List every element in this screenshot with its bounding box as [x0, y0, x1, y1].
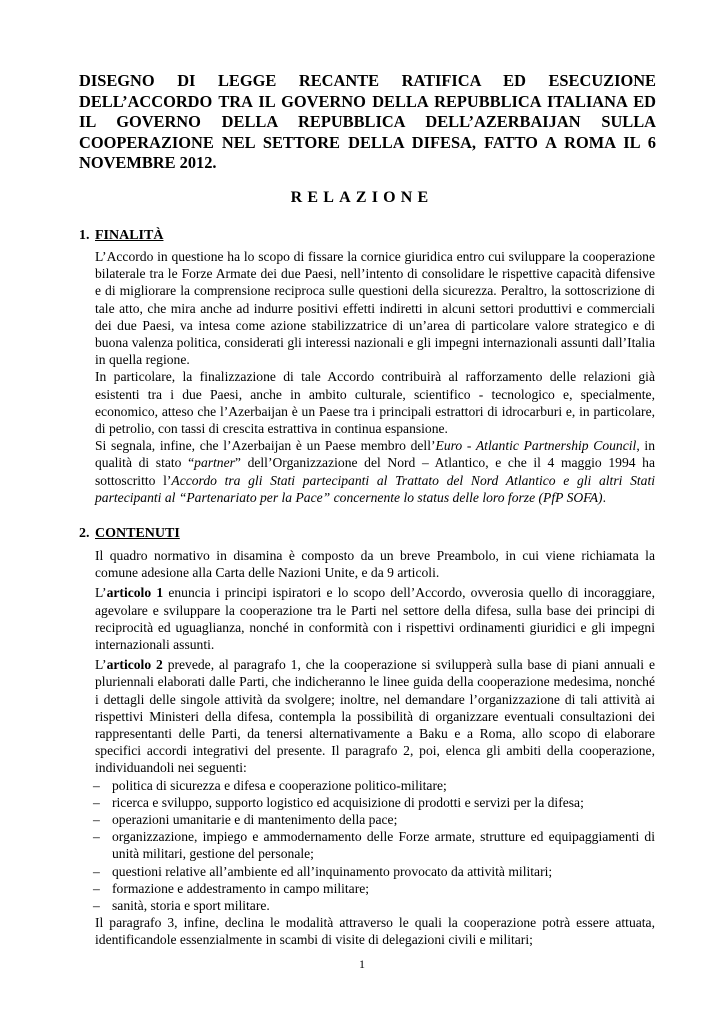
- report-heading: RELAZIONE: [290, 189, 434, 206]
- list-item: [95, 880, 655, 897]
- list-item-text: sanità, storia e sport militare.: [112, 898, 270, 914]
- list-item: [95, 794, 655, 811]
- paragraph: L’Accordo in questione ha lo scopo di fissare la cornice giuridica entro cui sviluppare la cooperazione bilaterale tra le Forze Armate dei due Paesi, nell’intento di consolidare le rispettive capacità difensive e di migliorare la comprensione reciproca sulle questioni della sicurezza. Peraltro, la sottoscrizione di tale atto, che mira anche ad indurre positivi effetti indiretti in alcuni settori produttivi e commerciali dei due Paesi, va intesa come azione stabilizzatrice di un’area di particolare valore strategico e di buona valenza politica, considerati gli interessi nazionali e gli impegni internazionali assunti dall’Italia in quella regione.: [95, 249, 655, 368]
- text-span: ” dell’Organizzazione del Nord – Atlantico, e che il 4 maggio 1994 ha sottoscritto l’: [95, 455, 655, 488]
- section-heading-finalita: [79, 228, 163, 244]
- section-heading-contenuti: [79, 526, 180, 542]
- section-title: CONTENUTI: [95, 526, 180, 541]
- text-span: .: [602, 489, 606, 505]
- dash-icon: –: [93, 898, 100, 914]
- list-item-text: organizzazione, impiego e ammodernamento delle Forze armate, strutture ed equipaggiamenti di unità militari, gestione del personale;: [112, 829, 655, 862]
- dash-icon: –: [93, 880, 100, 896]
- list-item: [95, 828, 655, 862]
- paragraph: Il paragrafo 3, infine, declina le modalità attraverso le quali la cooperazione potrà essere attuata, identificandole essenzialmente in scambi di visite di delegazioni civili e militari;: [95, 915, 655, 948]
- list-item: [95, 897, 655, 914]
- section-title: FINALITÀ: [95, 228, 164, 243]
- paragraph: Il quadro normativo in disamina è composto da un breve Preambolo, in cui viene richiamata la comune adesione alla Carta delle Nazioni Unite, e da 9 articoli.: [95, 548, 655, 581]
- text-italic: Euro - Atlantic Partnership Council: [435, 438, 637, 454]
- dash-icon: –: [93, 829, 100, 845]
- dash-icon: –: [93, 794, 100, 810]
- list-item-text: questioni relative all’ambiente ed all’inquinamento provocato da attività militari;: [112, 863, 553, 879]
- list-item-text: operazioni umanitarie e di mantenimento della pace;: [112, 812, 398, 828]
- text-span: L’: [95, 585, 107, 601]
- list-item-text: politica di sicurezza e difesa e cooperazione politico-militare;: [112, 777, 447, 793]
- paragraph: [95, 656, 655, 776]
- list-item-text: formazione e addestramento in campo militare;: [112, 880, 370, 896]
- paragraph: [95, 584, 655, 653]
- section-number: 2.: [79, 526, 90, 541]
- list-item: [95, 863, 655, 880]
- text-bold: articolo 2: [106, 657, 163, 673]
- page-number: 1: [359, 957, 365, 971]
- document-title: DISEGNO DI LEGGE RECANTE RATIFICA ED ESECUZIONE DELL’ACCORDO TRA IL GOVERNO DELLA REPUBBLICA ITALIANA ED IL GOVERNO DELLA REPUBBLICA DELL’AZERBAIJAN SULLA COOPERAZIONE NEL SETTORE DELLA DIFESA, FATTO A ROMA IL 6 NOVEMBRE 2012.: [79, 71, 656, 173]
- text-span: prevede, al paragrafo 1, che la cooperazione si svilupperà sulla base di piani annuali e pluriennali elaborati dalle Parti, che indicheranno le linee guida della cooperazione medesima, nonché i dettagli delle singole attività da svolgere; inoltre, nel demandare l’organizzazione di tali attività ai rispettivi Ministeri della difesa, contempla la possibilità di organizzare eventuali consultazioni dei rappresentanti delle Parti, da tenersi alternativamente a Baku e a Roma, allo scopo di elaborare specifici accordi integrativi del presente. Il paragrafo 2, poi, elenca gli ambiti della cooperazione, individuandoli nei seguenti:: [95, 657, 655, 776]
- paragraph: In particolare, la finalizzazione di tale Accordo contribuirà al rafforzamento delle relazioni già esistenti tra i due Paesi, anche in ambito culturale, scientifico - tecnologico e, specialmente, economico, atteso che l’Azerbaijan è un Paese tra i principali estrattori di idrocarburi e, in particolare, di petrolio, con tassi di crescita estrattiva in continua espansione.: [95, 369, 655, 437]
- text-italic: Accordo tra gli Stati partecipanti al Trattato del Nord Atlantico e gli altri Stati partecipanti al “Partenariato per la Pace” concernente lo status delle loro forze (PfP SOFA): [95, 472, 655, 505]
- dash-icon: –: [93, 812, 100, 828]
- dash-icon: –: [93, 777, 100, 793]
- dash-icon: –: [93, 863, 100, 879]
- list-item-text: ricerca e sviluppo, supporto logistico ed acquisizione di prodotti e servizi per la difesa;: [112, 794, 584, 810]
- text-bold: articolo 1: [106, 585, 164, 601]
- list-item: [95, 777, 655, 794]
- cooperation-areas-list: [95, 777, 655, 915]
- list-item: [95, 811, 655, 828]
- text-span: enuncia i principi ispiratori e lo scopo dell’Accordo, ovverosia quello di incoraggiare, agevolare e sviluppare la cooperazione tra le Parti nel settore della difesa, sulla base dei principi di reciprocità ed uguaglianza, nonché in conformità con i rispettivi ordinamenti giuridici e gli impegni internazionali assunti.: [95, 585, 655, 653]
- section-body-contenuti: [95, 547, 655, 949]
- text-span: , in qualità di stato “: [95, 438, 656, 471]
- paragraph: [95, 437, 655, 506]
- text-span: L’: [95, 657, 107, 673]
- section-body-finalita: [95, 248, 655, 506]
- text-italic: partner: [194, 455, 235, 471]
- text-span: Si segnala, infine, che l’Azerbaijan è un Paese membro dell’: [95, 438, 436, 454]
- section-number: 1.: [79, 228, 90, 243]
